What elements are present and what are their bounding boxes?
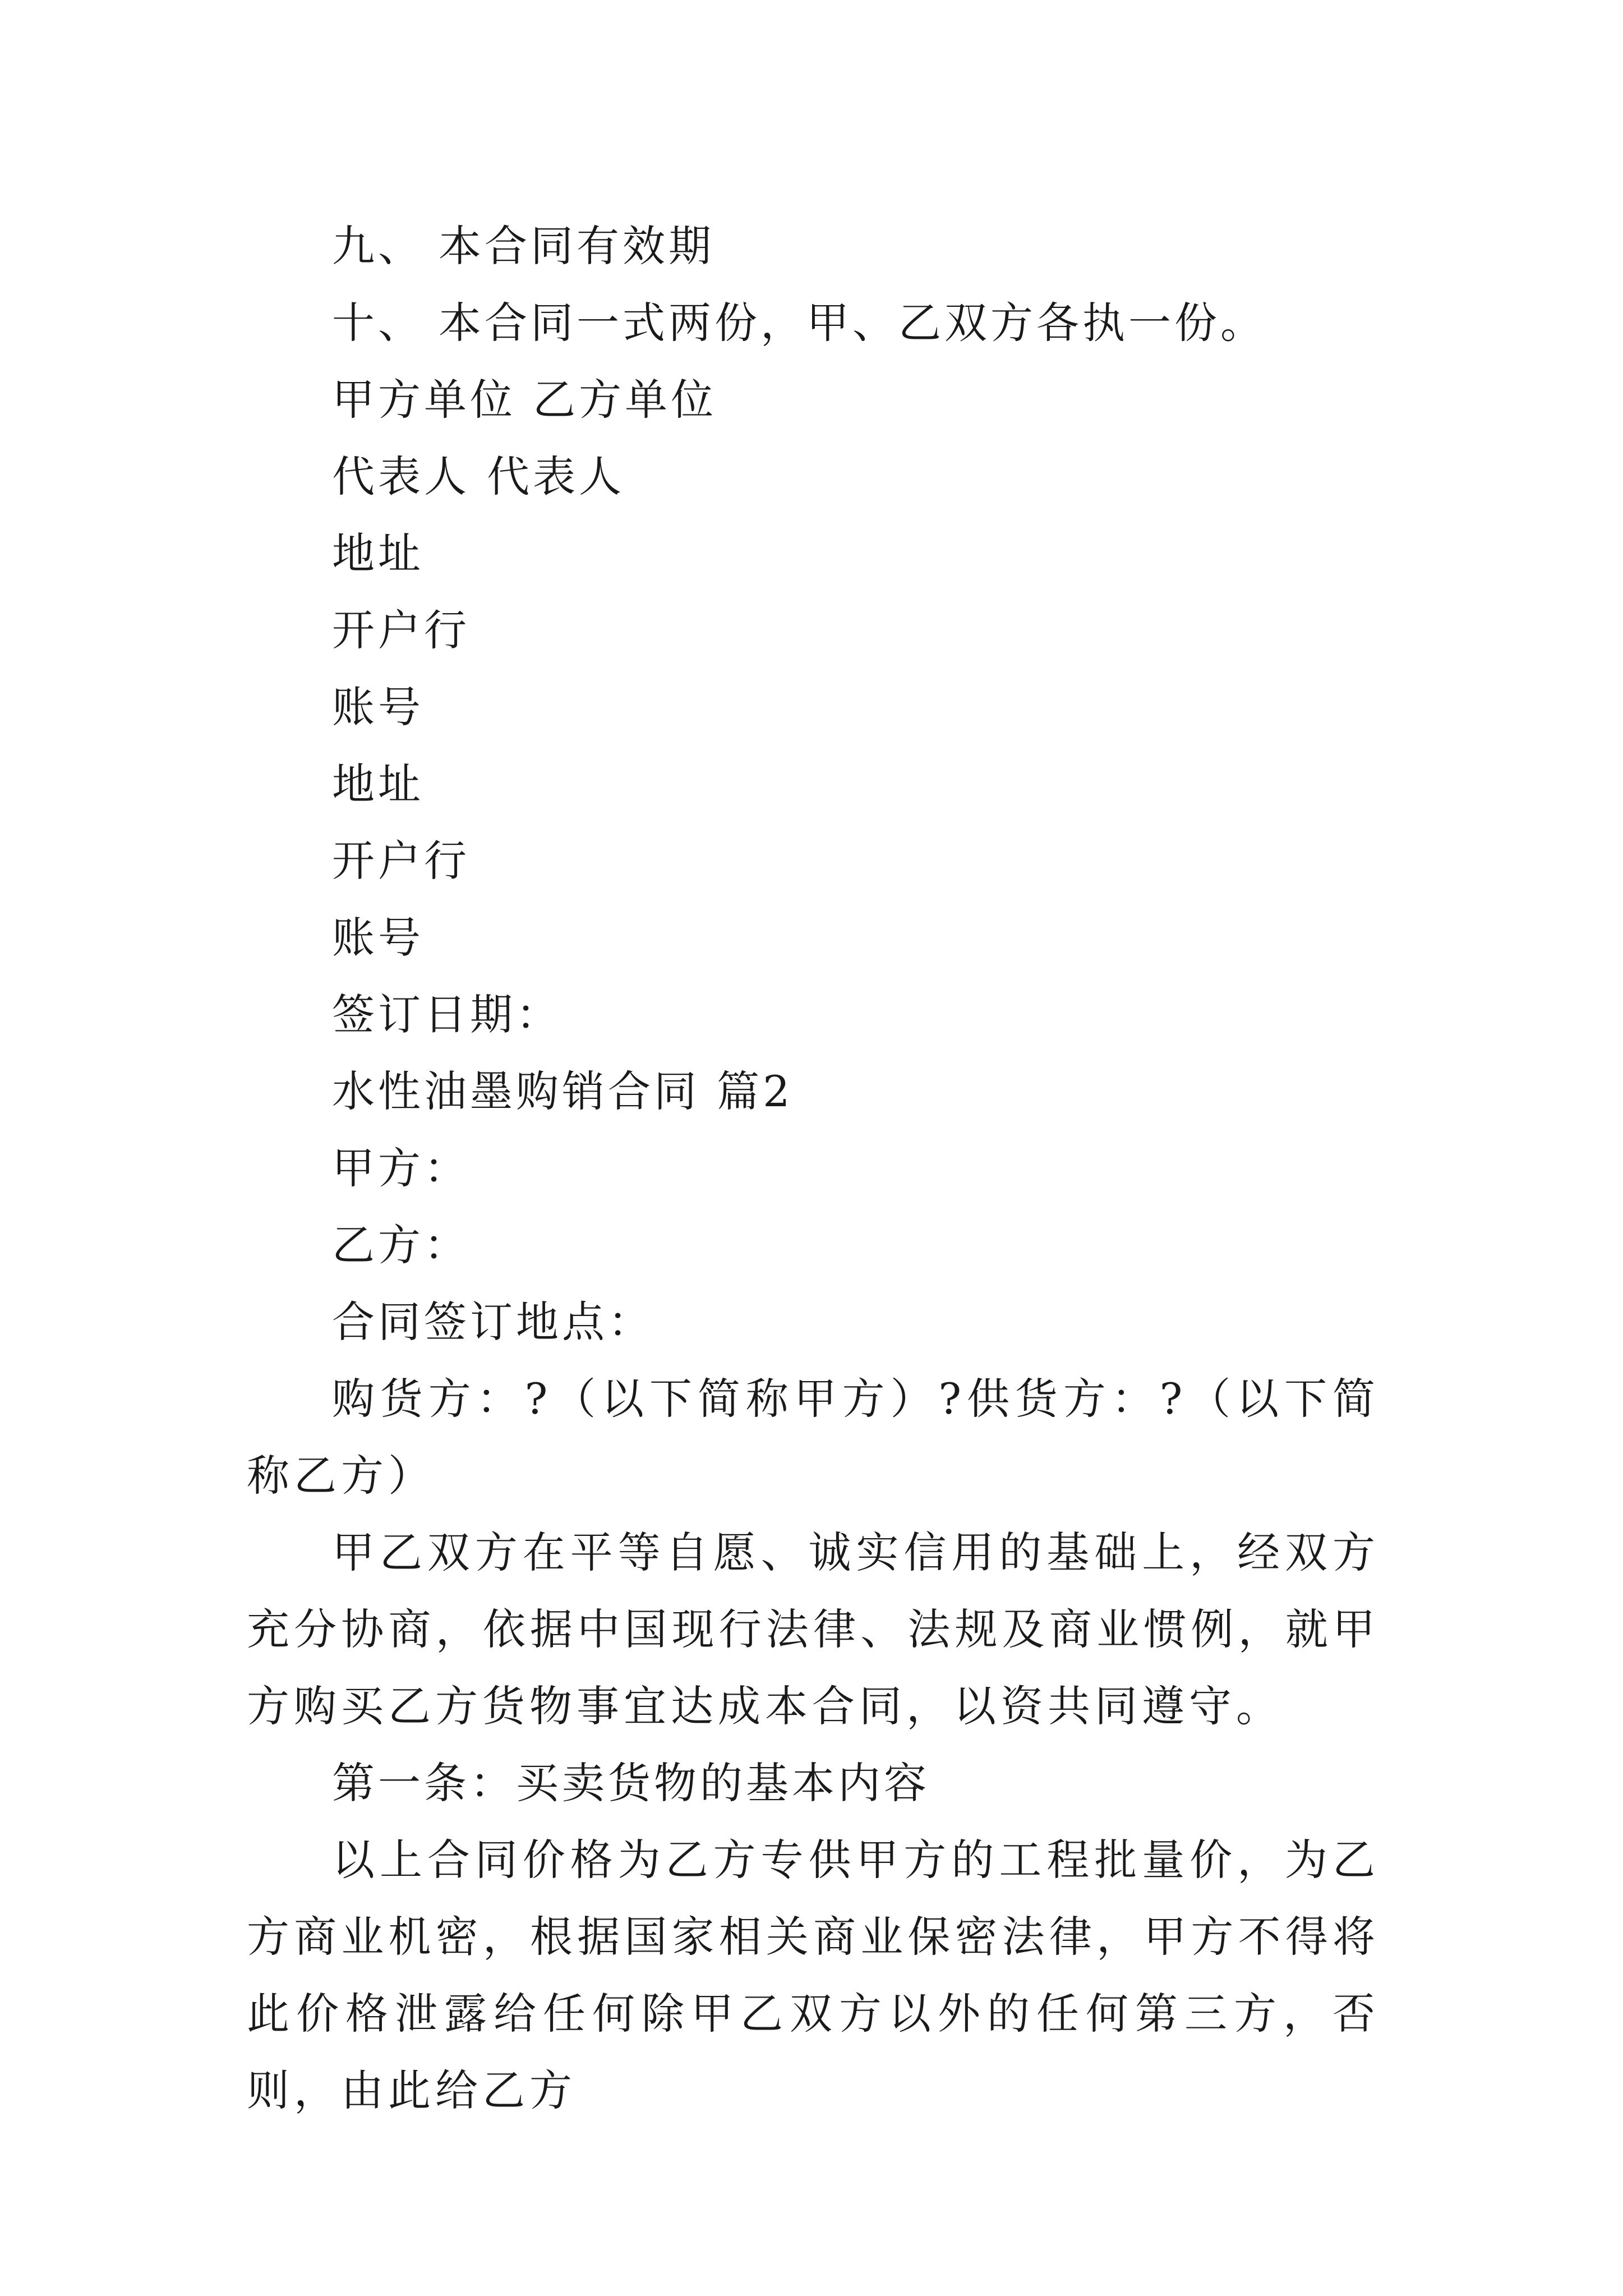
field-address-2: 地址	[332, 759, 424, 809]
clause-ten	[247, 284, 1380, 361]
section-title: 水性油墨购销合同 篇2	[332, 1066, 794, 1116]
field-sign-date: 签订日期：	[332, 990, 562, 1039]
field-party-units: 甲方单位 乙方单位	[332, 375, 717, 425]
field-bank-2: 开户行	[332, 836, 470, 886]
clause-nine	[247, 208, 1380, 284]
field-bank: 开户行	[332, 605, 470, 655]
document-body	[247, 208, 1380, 2129]
field-party-a: 甲方：	[332, 1143, 470, 1193]
field-sign-location: 合同签订地点：	[332, 1297, 654, 1347]
article-title: 第一条：买卖货物的基本内容	[332, 1758, 930, 1808]
paragraph-price-confidentiality: 以上合同价格为乙方专供甲方的工程批量价，为乙方商业机密，根据国家相关商业保密法律，甲方不得将此价格泄露给任何除甲乙双方以外的任何第三方，否则，由此给乙方	[247, 1835, 1380, 2115]
clause-number: 十、	[332, 298, 424, 348]
field-account: 账号	[332, 682, 424, 732]
paragraph-agreement: 甲乙双方在平等自愿、诚实信用的基础上，经双方充分协商，依据中国现行法律、法规及商业惯例，就甲方购买乙方货物事宜达成本合同，以资共同遵守。	[247, 1527, 1380, 1731]
paragraph-parties: 购货方：?（以下简称甲方）?供货方：?（以下简称乙方）	[247, 1374, 1380, 1501]
field-party-b: 乙方：	[332, 1220, 470, 1270]
field-representatives: 代表人 代表人	[332, 452, 625, 501]
field-account-2: 账号	[332, 913, 424, 963]
field-address: 地址	[332, 528, 424, 578]
clause-text: 本合同有效期	[439, 221, 714, 271]
clause-number: 九、	[332, 221, 424, 271]
clause-text: 本合同一式两份，甲、乙双方各执一份。	[439, 298, 1266, 348]
